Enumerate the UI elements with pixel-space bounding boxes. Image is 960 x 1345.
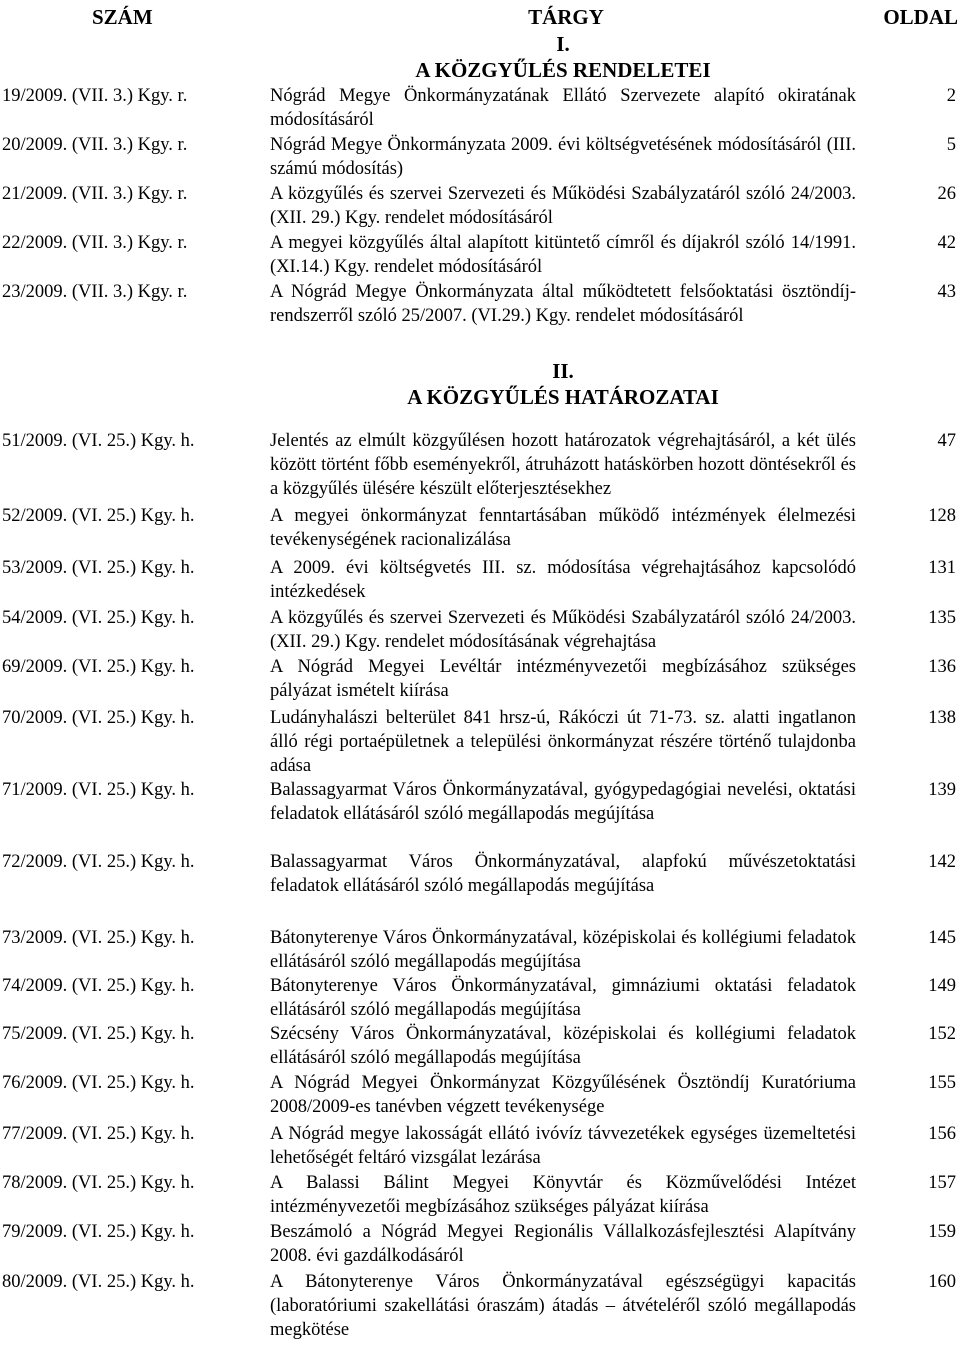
entry-title: A megyei közgyűlés által alapított kitüntető címről és díjakról szóló 14/1991. (XI.14.) Kgy. rendelet módosításáról (270, 233, 856, 277)
entry-page-number: 2 (946, 86, 956, 106)
entry-title: A 2009. évi költségvetés III. sz. módosítása végrehajtásához kapcsolódó intézkedések (270, 558, 856, 602)
entry-page-number: 136 (928, 657, 956, 677)
entry-page-number: 135 (928, 608, 956, 628)
entry-number: 76/2009. (VI. 25.) Kgy. h. (2, 1073, 195, 1093)
entry-title: A Nógrád Megye Önkormányzata által működtetett felsőoktatási ösztöndíj-rendszerről szóló 25/2007. (VI.29.) Kgy. rendelet módosításáról (270, 282, 856, 326)
entry-page-number: 5 (946, 135, 956, 155)
entry-title: A megyei önkormányzat fenntartásában működő intézmények élelmezési tevékenységének racionalizálása (270, 506, 856, 550)
section-2-roman: II. (552, 359, 574, 383)
entry-title: A Balassi Bálint Megyei Könyvtár és Közművelődési Intézet intézményvezetői megbízásához szükséges pályázat kiírása (270, 1173, 856, 1217)
entry-page-number: 26 (937, 184, 956, 204)
entry-page-number: 138 (928, 708, 956, 728)
entry-number: 72/2009. (VI. 25.) Kgy. h. (2, 852, 195, 872)
entry-page-number: 142 (928, 852, 956, 872)
entry-number: 20/2009. (VII. 3.) Kgy. r. (2, 135, 188, 155)
entry-title: Bátonyterenye Város Önkormányzatával, középiskolai és kollégiumi feladatok ellátásáról szóló megállapodás megújítása (270, 928, 856, 972)
entry-number: 54/2009. (VI. 25.) Kgy. h. (2, 608, 195, 628)
entry-page-number: 160 (928, 1272, 956, 1292)
entry-title: A Bátonyterenye Város Önkormányzatával egészségügyi kapacitás (laboratóriumi szakellátási óraszám) átadás – átvételéről szóló megállapodás megkötése (270, 1272, 856, 1340)
entry-number: 69/2009. (VI. 25.) Kgy. h. (2, 657, 195, 677)
entry-page-number: 131 (928, 558, 956, 578)
entry-page-number: 156 (928, 1124, 956, 1144)
entry-number: 22/2009. (VII. 3.) Kgy. r. (2, 233, 188, 253)
entry-number: 78/2009. (VI. 25.) Kgy. h. (2, 1173, 195, 1193)
entry-page-number: 145 (928, 928, 956, 948)
entry-number: 70/2009. (VI. 25.) Kgy. h. (2, 708, 195, 728)
entry-page-number: 43 (937, 282, 956, 302)
column-header-targy: TÁRGY (528, 5, 604, 29)
entry-number: 73/2009. (VI. 25.) Kgy. h. (2, 928, 195, 948)
section-2-heading: A KÖZGYŰLÉS HATÁROZATAI (407, 385, 719, 409)
entry-title: Ludányhalászi belterület 841 hrsz-ú, Rákóczi út 71-73. sz. alatti ingatlanon álló régi portaépületnek a települési önkormányzat részére történő tulajdonba adása (270, 708, 856, 776)
entry-number: 80/2009. (VI. 25.) Kgy. h. (2, 1272, 195, 1292)
entry-number: 51/2009. (VI. 25.) Kgy. h. (2, 431, 195, 451)
entry-page-number: 42 (937, 233, 956, 253)
entry-number: 74/2009. (VI. 25.) Kgy. h. (2, 976, 195, 996)
entry-page-number: 128 (928, 506, 956, 526)
entry-page-number: 155 (928, 1073, 956, 1093)
entry-title: Bátonyterenye Város Önkormányzatával, gimnáziumi oktatási feladatok ellátásáról szóló megállapodás megújítása (270, 976, 856, 1020)
entry-number: 75/2009. (VI. 25.) Kgy. h. (2, 1024, 195, 1044)
entry-number: 71/2009. (VI. 25.) Kgy. h. (2, 780, 195, 800)
entry-title: Nógrád Megye Önkormányzatának Ellátó Szervezete alapító okiratának módosításáról (270, 86, 856, 130)
column-header-szam: SZÁM (92, 5, 153, 29)
section-1-heading: A KÖZGYŰLÉS RENDELETEI (415, 58, 711, 82)
entry-title: Balassagyarmat Város Önkormányzatával, alapfokú művészetoktatási feladatok ellátásáról szóló megállapodás megújítása (270, 852, 856, 896)
entry-title: Beszámoló a Nógrád Megyei Regionális Vállalkozásfejlesztési Alapítvány 2008. évi gazdálkodásáról (270, 1222, 856, 1266)
entry-number: 79/2009. (VI. 25.) Kgy. h. (2, 1222, 195, 1242)
entry-title: A Nógrád Megyei Levéltár intézményvezetői megbízásához szükséges pályázat ismételt kiírása (270, 657, 856, 701)
entry-number: 77/2009. (VI. 25.) Kgy. h. (2, 1124, 195, 1144)
entry-title: A közgyűlés és szervei Szervezeti és Működési Szabályzatáról szóló 24/2003. (XII. 29.) Kgy. rendelet módosításáról (270, 184, 856, 228)
entry-number: 19/2009. (VII. 3.) Kgy. r. (2, 86, 188, 106)
entry-number: 52/2009. (VI. 25.) Kgy. h. (2, 506, 195, 526)
entry-number: 53/2009. (VI. 25.) Kgy. h. (2, 558, 195, 578)
entry-page-number: 157 (928, 1173, 956, 1193)
entry-title: A Nógrád Megyei Önkormányzat Közgyűlésének Ösztöndíj Kuratóriuma 2008/2009-es tanévben végzett tevékenysége (270, 1073, 856, 1117)
section-1-roman: I. (556, 32, 570, 56)
entry-number: 21/2009. (VII. 3.) Kgy. r. (2, 184, 188, 204)
entry-page-number: 139 (928, 780, 956, 800)
entry-title: Balassagyarmat Város Önkormányzatával, gyógypedagógiai nevelési, oktatási feladatok ellátásáról szóló megállapodás megújítása (270, 780, 856, 824)
entry-title: Nógrád Megye Önkormányzata 2009. évi költségvetésének módosításáról (III. számú módosítás) (270, 135, 856, 179)
entry-page-number: 47 (937, 431, 956, 451)
entry-page-number: 149 (928, 976, 956, 996)
entry-page-number: 159 (928, 1222, 956, 1242)
entry-page-number: 152 (928, 1024, 956, 1044)
column-header-oldal: OLDAL (883, 5, 958, 29)
entry-title: Jelentés az elmúlt közgyűlésen hozott határozatok végrehajtásáról, a két ülés között történt főbb eseményekről, átruházott hatáskörben hozott döntésekről és a közgyűlés ülésére készült előterjesztésekhez (270, 431, 856, 499)
entry-title: A közgyűlés és szervei Szervezeti és Működési Szabályzatáról szóló 24/2003. (XII. 29.) Kgy. rendelet módosításának végrehajtása (270, 608, 856, 652)
entry-title: A Nógrád megye lakosságát ellátó ivóvíz távvezetékek egységes üzemeltetési lehetőségét feltáró vizsgálat lezárása (270, 1124, 856, 1168)
entry-number: 23/2009. (VII. 3.) Kgy. r. (2, 282, 188, 302)
entry-title: Szécsény Város Önkormányzatával, középiskolai és kollégiumi feladatok ellátásáról szóló megállapodás megújítása (270, 1024, 856, 1068)
